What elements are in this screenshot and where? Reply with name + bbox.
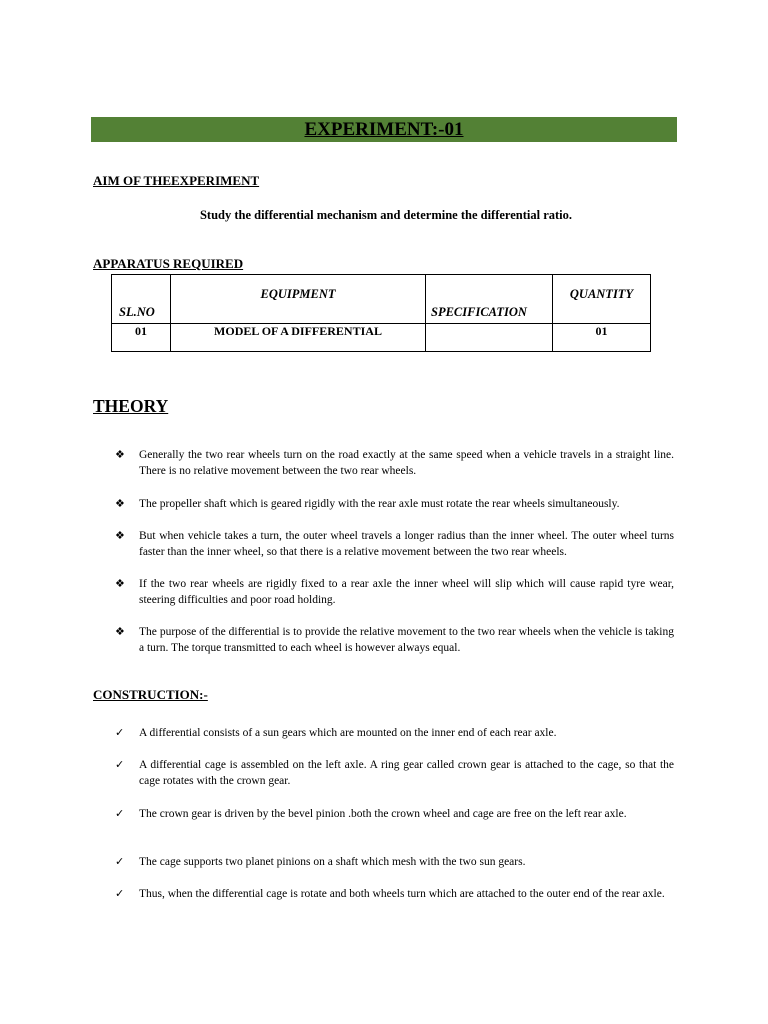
theory-item-text: If the two rear wheels are rigidly fixed to a rear axle the inner wheel will slip which will cause rapid tyre wear, steering difficulties and poor road holding. [139, 578, 674, 606]
cell-sl-no [112, 324, 171, 352]
aim-heading: AIM OF THEEXPERIMENT [93, 173, 260, 188]
construction-item-text: Thus, when the differential cage is rotate and both wheels turn which are attached to the outer end of the rear axle. [139, 888, 665, 900]
apparatus-heading: APPARATUS REQUIRED [93, 256, 244, 271]
header-cell-quantity [553, 275, 651, 324]
table-header-row [112, 275, 651, 324]
cell-specification [426, 324, 553, 352]
apparatus-table [111, 274, 651, 352]
row-sl-no: 01 [135, 324, 147, 338]
row-quantity: 01 [595, 324, 608, 338]
row-equipment: MODEL OF A DIFFERENTIAL [214, 324, 382, 338]
theory-item-text: The purpose of the differential is to provide the relative movement to the two rear wheels when the vehicle is taking a turn. The torque transmitted to each wheel is however always equal. [139, 626, 674, 654]
construction-item-text: A differential consists of a sun gears which are mounted on the inner end of each rear axle. [139, 727, 557, 739]
diamond-bullet-icon: ❖ [115, 626, 125, 638]
experiment-title: EXPERIMENT:-01 [304, 119, 464, 140]
construction-item-text: A differential cage is assembled on the left axle. A ring gear called crown gear is attached to the cage, so that the cage rotates with the crown gear. [139, 759, 674, 787]
construction-item-text: The cage supports two planet pinions on a shaft which mesh with the two sun gears. [139, 856, 526, 868]
header-specification: SPECIFICATION [431, 305, 527, 319]
diamond-bullet-icon: ❖ [115, 530, 125, 542]
aim-text: Study the differential mechanism and determine the differential ratio. [199, 208, 573, 222]
header-sl-no: SL.NO [119, 305, 155, 319]
diamond-bullet-icon: ❖ [115, 449, 125, 461]
checkmark-bullet-icon: ✓ [115, 727, 125, 739]
theory-heading: THEORY [93, 396, 169, 416]
checkmark-bullet-icon: ✓ [115, 856, 125, 868]
checkmark-bullet-icon: ✓ [115, 759, 125, 771]
theory-item-text: The propeller shaft which is geared rigidly with the rear axle must rotate the rear wheels simultaneously. [139, 498, 620, 510]
theory-item-text: Generally the two rear wheels turn on the road exactly at the same speed when a vehicle travels in a straight line. There is no relative movement between the two rear wheels. [139, 449, 674, 477]
checkmark-bullet-icon: ✓ [115, 888, 125, 900]
header-cell-equipment [171, 275, 426, 324]
header-cell-specification [426, 275, 553, 324]
construction-heading: CONSTRUCTION:- [93, 687, 208, 702]
header-cell-sl-no [112, 275, 171, 324]
cell-equipment [171, 324, 426, 352]
construction-item-text: The crown gear is driven by the bevel pinion .both the crown wheel and cage are free on the left rear axle. [139, 808, 627, 820]
checkmark-bullet-icon: ✓ [115, 808, 125, 820]
header-quantity: QUANTITY [569, 287, 634, 301]
cell-quantity [553, 324, 651, 352]
theory-item-text: But when vehicle takes a turn, the outer wheel travels a longer radius than the inner wheel. The outer wheel turns faster than the inner wheel, so that there is a relative movement between the two rear wheels. [139, 530, 674, 558]
diamond-bullet-icon: ❖ [115, 498, 125, 510]
diamond-bullet-icon: ❖ [115, 578, 125, 590]
header-equipment: EQUIPMENT [260, 287, 336, 301]
experiment-banner [91, 117, 677, 142]
table-row [112, 324, 651, 352]
